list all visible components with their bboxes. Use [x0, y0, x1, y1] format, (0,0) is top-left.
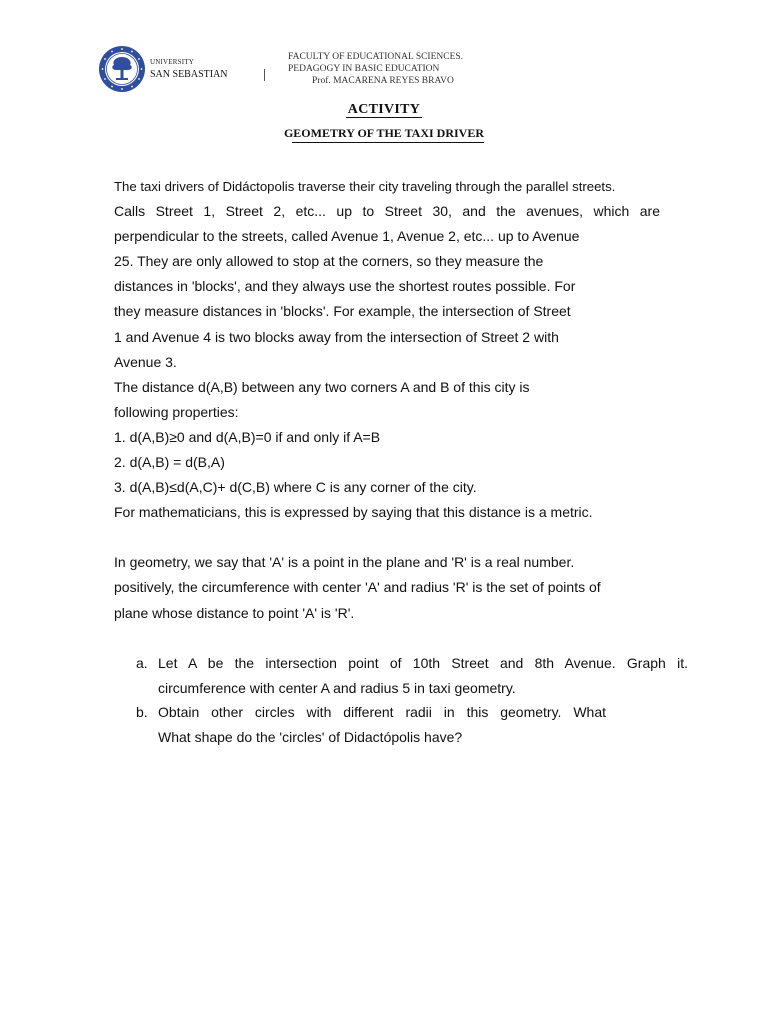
body-line: 1 and Avenue 4 is two blocks away from the intersection of Street 2 with [114, 328, 559, 345]
university-name: SAN SEBASTIAN [150, 69, 228, 80]
property-line: 1. d(A,B)≥0 and d(A,B)=0 if and only if A=B [114, 428, 381, 445]
faculty-line: FACULTY OF EDUCATIONAL SCIENCES. [288, 52, 464, 62]
body-line: In geometry, we say that 'A' is a point in the plane and 'R' is a real number. [114, 554, 575, 571]
body-line: 25. They are only allowed to stop at the corners, so they measure the [114, 253, 544, 270]
paragraph-gap [114, 525, 660, 550]
task-line: circumference with center A and radius 5 in taxi geometry. [158, 679, 516, 696]
property-line: 2. d(A,B) = d(B,A) [114, 454, 225, 471]
body-line: Avenue 3. [114, 353, 177, 370]
body-line: For mathematicians, this is expressed by saying that this distance is a metric. [114, 504, 593, 521]
subtitle-underline [292, 142, 484, 143]
body-line: The taxi drivers of Didáctopolis traverse their city traveling through the parallel streets. [114, 179, 616, 194]
task-line: Let A be the intersection point of 10th Street and 8th Avenue. Graph it. [158, 655, 688, 671]
task-line: What shape do the 'circles' of Didactópolis have? [158, 728, 463, 745]
task-marker: a. [136, 655, 148, 671]
task-list [136, 651, 688, 749]
body-text [114, 174, 660, 626]
body-line: perpendicular to the streets, called Avenue 1, Avenue 2, etc... up to Avenue [114, 228, 580, 245]
task-marker: b. [136, 704, 148, 720]
body-line: plane whose distance to point 'A' is 'R'. [114, 604, 355, 621]
task-line: Obtain other circles with different radii in this geometry. What [158, 704, 606, 720]
activity-title-text: ACTIVITY [347, 102, 421, 117]
faculty-info [288, 51, 463, 87]
logo-divider [264, 69, 265, 81]
university-seal-icon [98, 45, 146, 93]
university-label: UNIVERSITY [150, 58, 194, 66]
body-line: following properties: [114, 403, 239, 420]
body-line: positively, the circumference with center 'A' and radius 'R' is the set of points of [114, 579, 601, 596]
activity-title [0, 102, 768, 118]
task-item [136, 700, 688, 749]
activity-subtitle: GEOMETRY OF THE TAXI DRIVER [283, 126, 485, 140]
task-item [136, 651, 688, 700]
university-logo [98, 45, 288, 95]
body-line: The distance d(A,B) between any two corners A and B of this city is [114, 378, 530, 395]
professor-line: Prof. MACARENA REYES BRAVO [312, 76, 454, 86]
property-line: 3. d(A,B)≤d(A,C)+ d(C,B) where C is any corner of the city. [114, 479, 477, 496]
body-line: Calls Street 1, Street 2, etc... up to Street 30, and the avenues, which are [114, 203, 660, 220]
program-line: PEDAGOGY IN BASIC EDUCATION [288, 64, 440, 74]
body-line: distances in 'blocks', and they always use the shortest routes possible. For [114, 278, 576, 295]
body-line: they measure distances in 'blocks'. For example, the intersection of Street [114, 303, 571, 320]
